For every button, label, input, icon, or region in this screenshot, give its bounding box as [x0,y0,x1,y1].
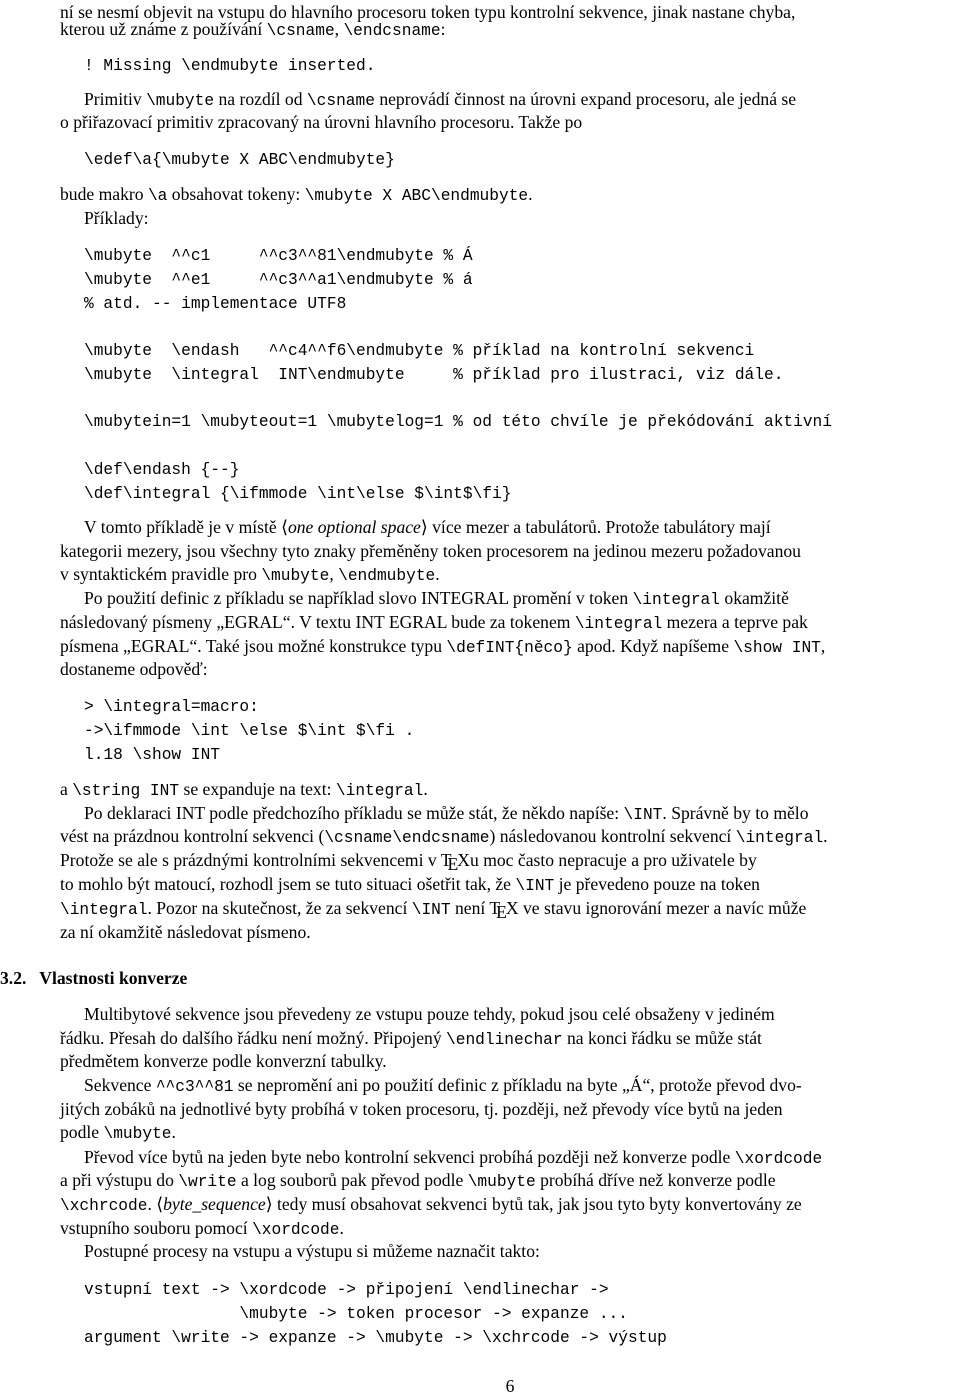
code-fragment: \show INT [733,639,821,657]
text-line [60,657,208,681]
text-line [60,920,311,944]
text-fragment: obsahovat tokeny: [167,184,305,204]
code-fragment: \integral [632,591,720,609]
text-line [84,408,832,434]
code-fragment: \INT [411,901,451,919]
code-fragment: \mubyte \integral INT\endmubyte % příklad pro ilustraci, viz dále. [84,366,784,384]
text-line [60,1097,783,1121]
section-heading [0,966,187,990]
text-fragment: to mohlo být matoucí, rozhodl jsem se tuto situaci ošetřit tak, že [60,874,516,894]
text-fragment: . [339,1218,344,1238]
text-fragment: apod. Když napíšeme [572,636,734,656]
code-fragment: l.18 \show INT [84,746,220,764]
text-fragment: Multibytové sekvence jsou převedeny ze vstupu pouze tehdy, pokud jsou celé obsaženy v jediném [84,1004,775,1024]
text-line [60,1120,176,1146]
code-fragment: \mubyte [467,1173,536,1191]
text-line [84,515,771,539]
text-line [84,242,473,268]
text-fragment: a log souborů pak převod podle [236,1170,468,1190]
text-fragment: se expanduje na text: [179,779,336,799]
code-fragment: \endcsname [343,22,441,40]
text-fragment: a při výstupu do [60,1170,179,1190]
text-fragment: X ve stavu ignorování mezer a navíc může [505,898,807,918]
code-fragment: \xordcode [734,1150,823,1168]
text-line [60,1168,776,1194]
text-fragment: není [450,898,490,918]
code-fragment: \INT [623,806,663,824]
text-line [60,17,446,43]
text-fragment: E [447,854,459,874]
text-fragment: ⟩ více mezer a tabulátorů. Protože tabulátory mají [420,517,771,537]
text-fragment: předmětem konverze podle konverzní tabulky. [60,1051,387,1071]
text-fragment: T [440,850,452,870]
text-line [84,361,783,387]
code-fragment: ^^c3^^81 [155,1078,234,1096]
code-fragment: ! Missing \endmubyte inserted. [84,57,376,75]
code-fragment: \csname\endcsname [324,829,490,847]
code-fragment: % atd. -- implementace UTF8 [84,295,347,313]
code-fragment: \write [178,1173,237,1191]
code-fragment: \endmubyte [338,567,436,585]
text-fragment: na konci řádku se může stát [562,1028,762,1048]
text-fragment: . [528,184,533,204]
text-line [60,848,757,872]
text-fragment: podle [60,1122,104,1142]
code-fragment: \mubyte \endash ^^c4^^f6\endmubyte % příklad na kontrolní sekvenci [84,342,755,360]
text-fragment: mezera a teprve pak [662,612,808,632]
text-fragment: bude makro [60,184,148,204]
text-fragment: v syntaktickém pravidle pro [60,564,262,584]
text-line [60,896,806,922]
text-line [84,52,375,78]
text-line [84,1276,609,1302]
text-line [84,717,414,743]
text-line [84,1300,628,1326]
text-fragment: . [423,779,428,799]
text-line [60,1192,802,1218]
text-line [84,266,473,292]
code-fragment: \mubyte [261,567,330,585]
text-fragment: . [823,826,828,846]
code-fragment: \endlinechar [446,1031,563,1049]
text-fragment: . Pozor na skutečnost, že za sekvencí [147,898,412,918]
text-line [60,872,760,898]
text-line [84,586,789,612]
text-line [84,206,149,230]
text-line [60,824,828,850]
text-line [60,777,428,803]
page-number: 6 [505,1376,515,1396]
code-fragment: ->\ifmmode \int \else $\int $\fi . [84,722,415,740]
text-line [60,110,582,134]
text-fragment: ní se nesmí objevit na vstupu do hlavního procesoru token typu kontrolní sekvence, jinak nastane chyba, [60,2,796,22]
text-fragment: Sekvence [84,1075,156,1095]
text-line [84,1324,667,1350]
text-line [84,693,259,719]
text-fragment: Po deklaraci INT podle předchozího příkladu se může stát, že někdo napíše: [84,803,624,823]
text-line [60,539,801,563]
text-fragment: Primitiv [84,89,147,109]
code-fragment: \edef\a{\mubyte X ABC\endmubyte} [84,151,395,169]
code-fragment: \INT [515,877,555,895]
text-fragment: . [435,564,440,584]
text-fragment: kategorii mezery, jsou všechny tyto znaky přeměněny token procesorem na jedinou mezeru požadovanou [60,541,801,561]
code-fragment: vstupní text -> \xordcode -> připojení \endlinechar -> [84,1281,609,1299]
text-fragment: . Správně by to mělo [662,803,809,823]
code-fragment: \defINT{něco} [446,639,573,657]
text-fragment: za ní okamžitě následovat písmeno. [60,922,311,942]
text-fragment: . [171,1122,176,1142]
code-fragment: \integral [574,615,663,633]
code-fragment: \csname [266,22,335,40]
code-fragment: \mubyte ^^e1 ^^c3^^a1\endmubyte % á [84,271,473,289]
text-fragment: 3.2. Vlastnosti konverze [0,968,188,988]
text-fragment: a [60,779,73,799]
text-fragment: vstupního souboru pomocí [60,1218,253,1238]
text-line [60,182,533,208]
code-fragment: \mubytein=1 \mubyteout=1 \mubytelog=1 % od této chvíle je překódování aktivní [84,413,832,431]
text-fragment: , [820,636,826,656]
text-fragment: o přiřazovací primitiv zpracovaný na úrovni hlavního procesoru. Takže po [60,112,583,132]
code-fragment: \xordcode [252,1221,340,1239]
text-line [84,1073,802,1099]
text-line [60,610,808,636]
text-fragment: byte_sequence [163,1194,266,1214]
text-fragment: vést na prázdnou kontrolní sekvenci ( [60,826,325,846]
text-fragment: . ⟨ [147,1194,164,1214]
text-line [84,456,239,482]
code-fragment: \mubyte ^^c1 ^^c3^^81\endmubyte % Á [84,247,473,265]
text-fragment: Postupné procesy na vstupu a výstupu si můžeme naznačit takto: [84,1241,540,1261]
text-line [84,290,346,316]
code-fragment: \integral [735,829,824,847]
text-line [60,1049,387,1073]
text-fragment: okamžitě [720,588,789,608]
text-fragment: ⟩ tedy musí obsahovat sekvenci bytů tak, jak jsou tyto byty konvertovány ze [265,1194,802,1214]
text-fragment: ) následovanou kontrolní sekvencí [489,826,736,846]
text-fragment: : [440,19,446,39]
code-fragment: \def\integral {\ifmmode \int\else $\int$\fi} [84,485,512,503]
code-fragment: \string INT [72,782,180,800]
code-fragment: \mubyte [146,92,215,110]
code-fragment: \integral [60,901,148,919]
text-fragment: je převedeno pouze na token [554,874,760,894]
code-fragment: \mubyte -> token procesor -> expanze ... [84,1305,628,1323]
text-fragment: neprovádí činnost na úrovni expand procesoru, ale jedná se [374,89,797,109]
text-fragment: Protože se ale s prázdnými kontrolními sekvencemi v [60,850,441,870]
code-fragment: \csname [306,92,375,110]
text-line [84,741,220,767]
text-fragment: Xu moc často nepracuje a pro uživatele by [457,850,757,870]
code-fragment: \mubyte [103,1125,172,1143]
text-fragment: následovaný písmeny „EGRAL“. V textu INT EGRAL bude za tokenem [60,612,575,632]
text-fragment: na rozdíl od [214,89,307,109]
code-fragment: > \integral=macro: [84,698,259,716]
code-fragment: \integral [335,782,424,800]
text-fragment: Příklady: [84,208,149,228]
text-line [84,146,395,172]
text-fragment: kterou už známe z používání [60,19,267,39]
code-fragment: \def\endash {--} [84,461,240,479]
text-fragment: jitých zobáků na jednotlivé byty probíhá v token procesoru, tj. později, než převody více bytů na jeden [60,1099,783,1119]
text-fragment: , [334,19,344,39]
text-line [84,480,511,506]
text-line [84,1002,775,1026]
text-fragment: , [329,564,339,584]
text-fragment: Převod více bytů na jeden byte nebo kontrolní sekvenci probíhá později než konverze podle [84,1147,735,1167]
text-line [84,337,754,363]
code-fragment: \mubyte X ABC\endmubyte [304,187,529,205]
text-line [60,562,440,588]
text-fragment: V tomto příkladě je v místě ⟨ [84,517,288,537]
text-fragment: se nepromění ani po použití definic z příkladu na byte „Á“, protože převod dvo- [233,1075,802,1095]
text-fragment: one optional space [287,517,421,537]
text-fragment: probíhá dříve než konverze podle [535,1170,776,1190]
text-fragment: dostaneme odpověď: [60,659,208,679]
code-fragment: argument \write -> expanze -> \mubyte -> \xchrcode -> výstup [84,1329,667,1347]
text-line [84,1239,540,1263]
code-fragment: \xchrcode [60,1197,148,1215]
text-fragment: řádku. Přesah do dalšího řádku není možný. Připojený [60,1028,447,1048]
text-fragment: písmena „EGRAL“. Také jsou možné konstrukce typu [60,636,447,656]
text-fragment: Po použití definic z příkladu se například slovo INTEGRAL promění v token [84,588,633,608]
text-fragment: T [489,898,501,918]
text-fragment: E [496,902,507,922]
code-fragment: \a [147,187,168,205]
